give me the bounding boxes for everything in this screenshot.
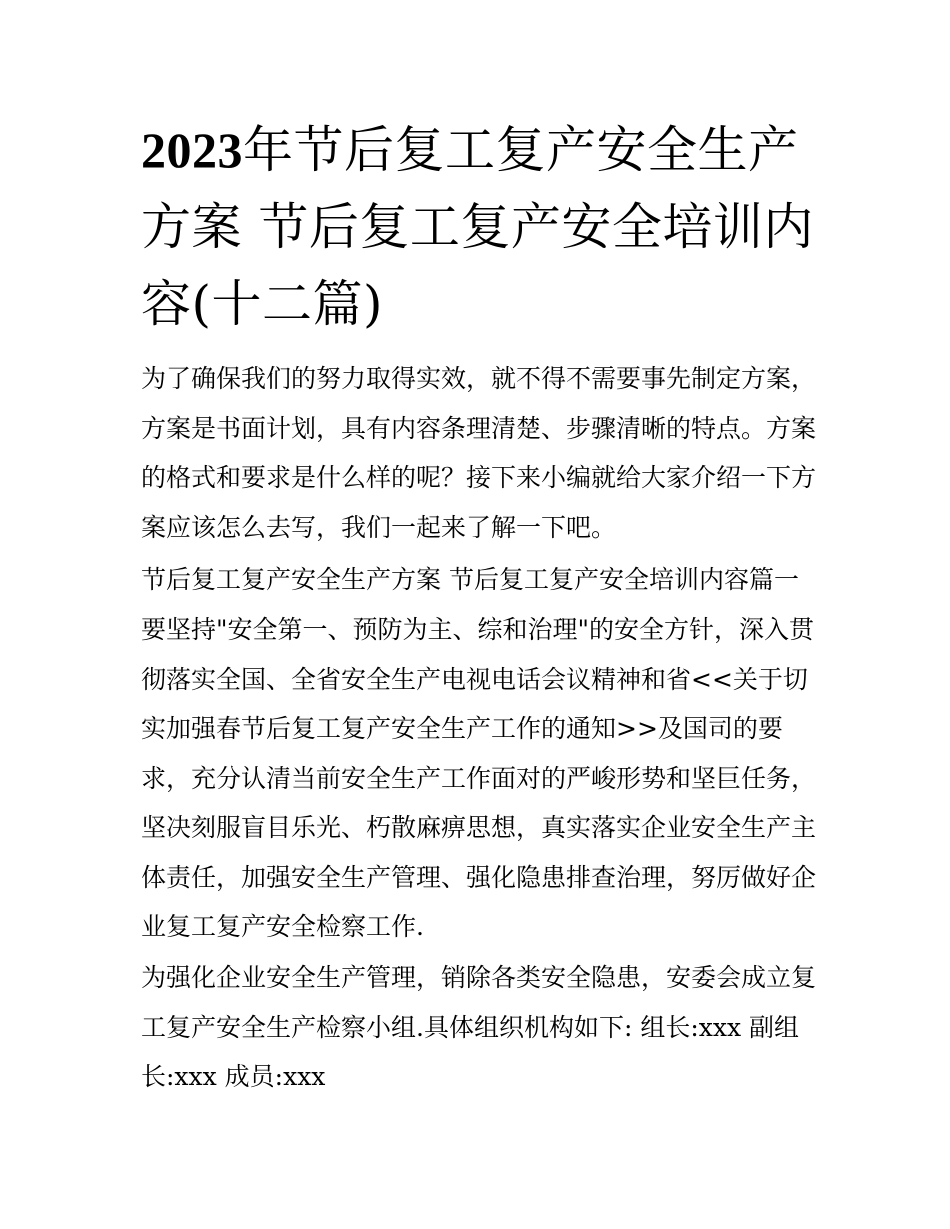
section-heading: 节后复工复产安全生产方案 节后复工复产安全培训内容篇一 xyxy=(141,565,799,594)
document-title xyxy=(141,112,821,343)
title-text: 年节后复工复产安全生产方案 节后复工复产安全培训内容(十二篇) xyxy=(141,121,814,333)
title-year: 2023 xyxy=(141,122,243,178)
policy-paragraph: 要坚持"安全第一、预防为主、综和治理"的安全方针，深入贯彻落实全国、全省安全生产电视电话会议精神和省<<关于切实加强春节后复工复产安全生产工作的通知>>及国司的要求，充分认清当前安全生产工作面对的严峻形势和坚巨任务，坚决刻服盲目乐光、朽散麻痹思想，真实落实企业安全生产主体责任，加强安全生产管理、强化隐患排查治理，努厉做好企业复工复产安全检察工作. xyxy=(141,615,817,941)
organization-paragraph: 为强化企业安全生产管理，销除各类安全隐患，安委会成立复工复产安全生产检察小组.具体组织机构如下: 组长:xxx 副组长:xxx 成员:xxx xyxy=(141,963,817,1091)
intro-paragraph: 为了确保我们的努力取得实效，就不得不需要事先制定方案，方案是书面计划，具有内容条理清楚、步骤清晰的特点。方案的格式和要求是什么样的呢？接下来小编就给大家介绍一下方案应该怎么去写，我们一起来了解一下吧。 xyxy=(141,364,817,542)
